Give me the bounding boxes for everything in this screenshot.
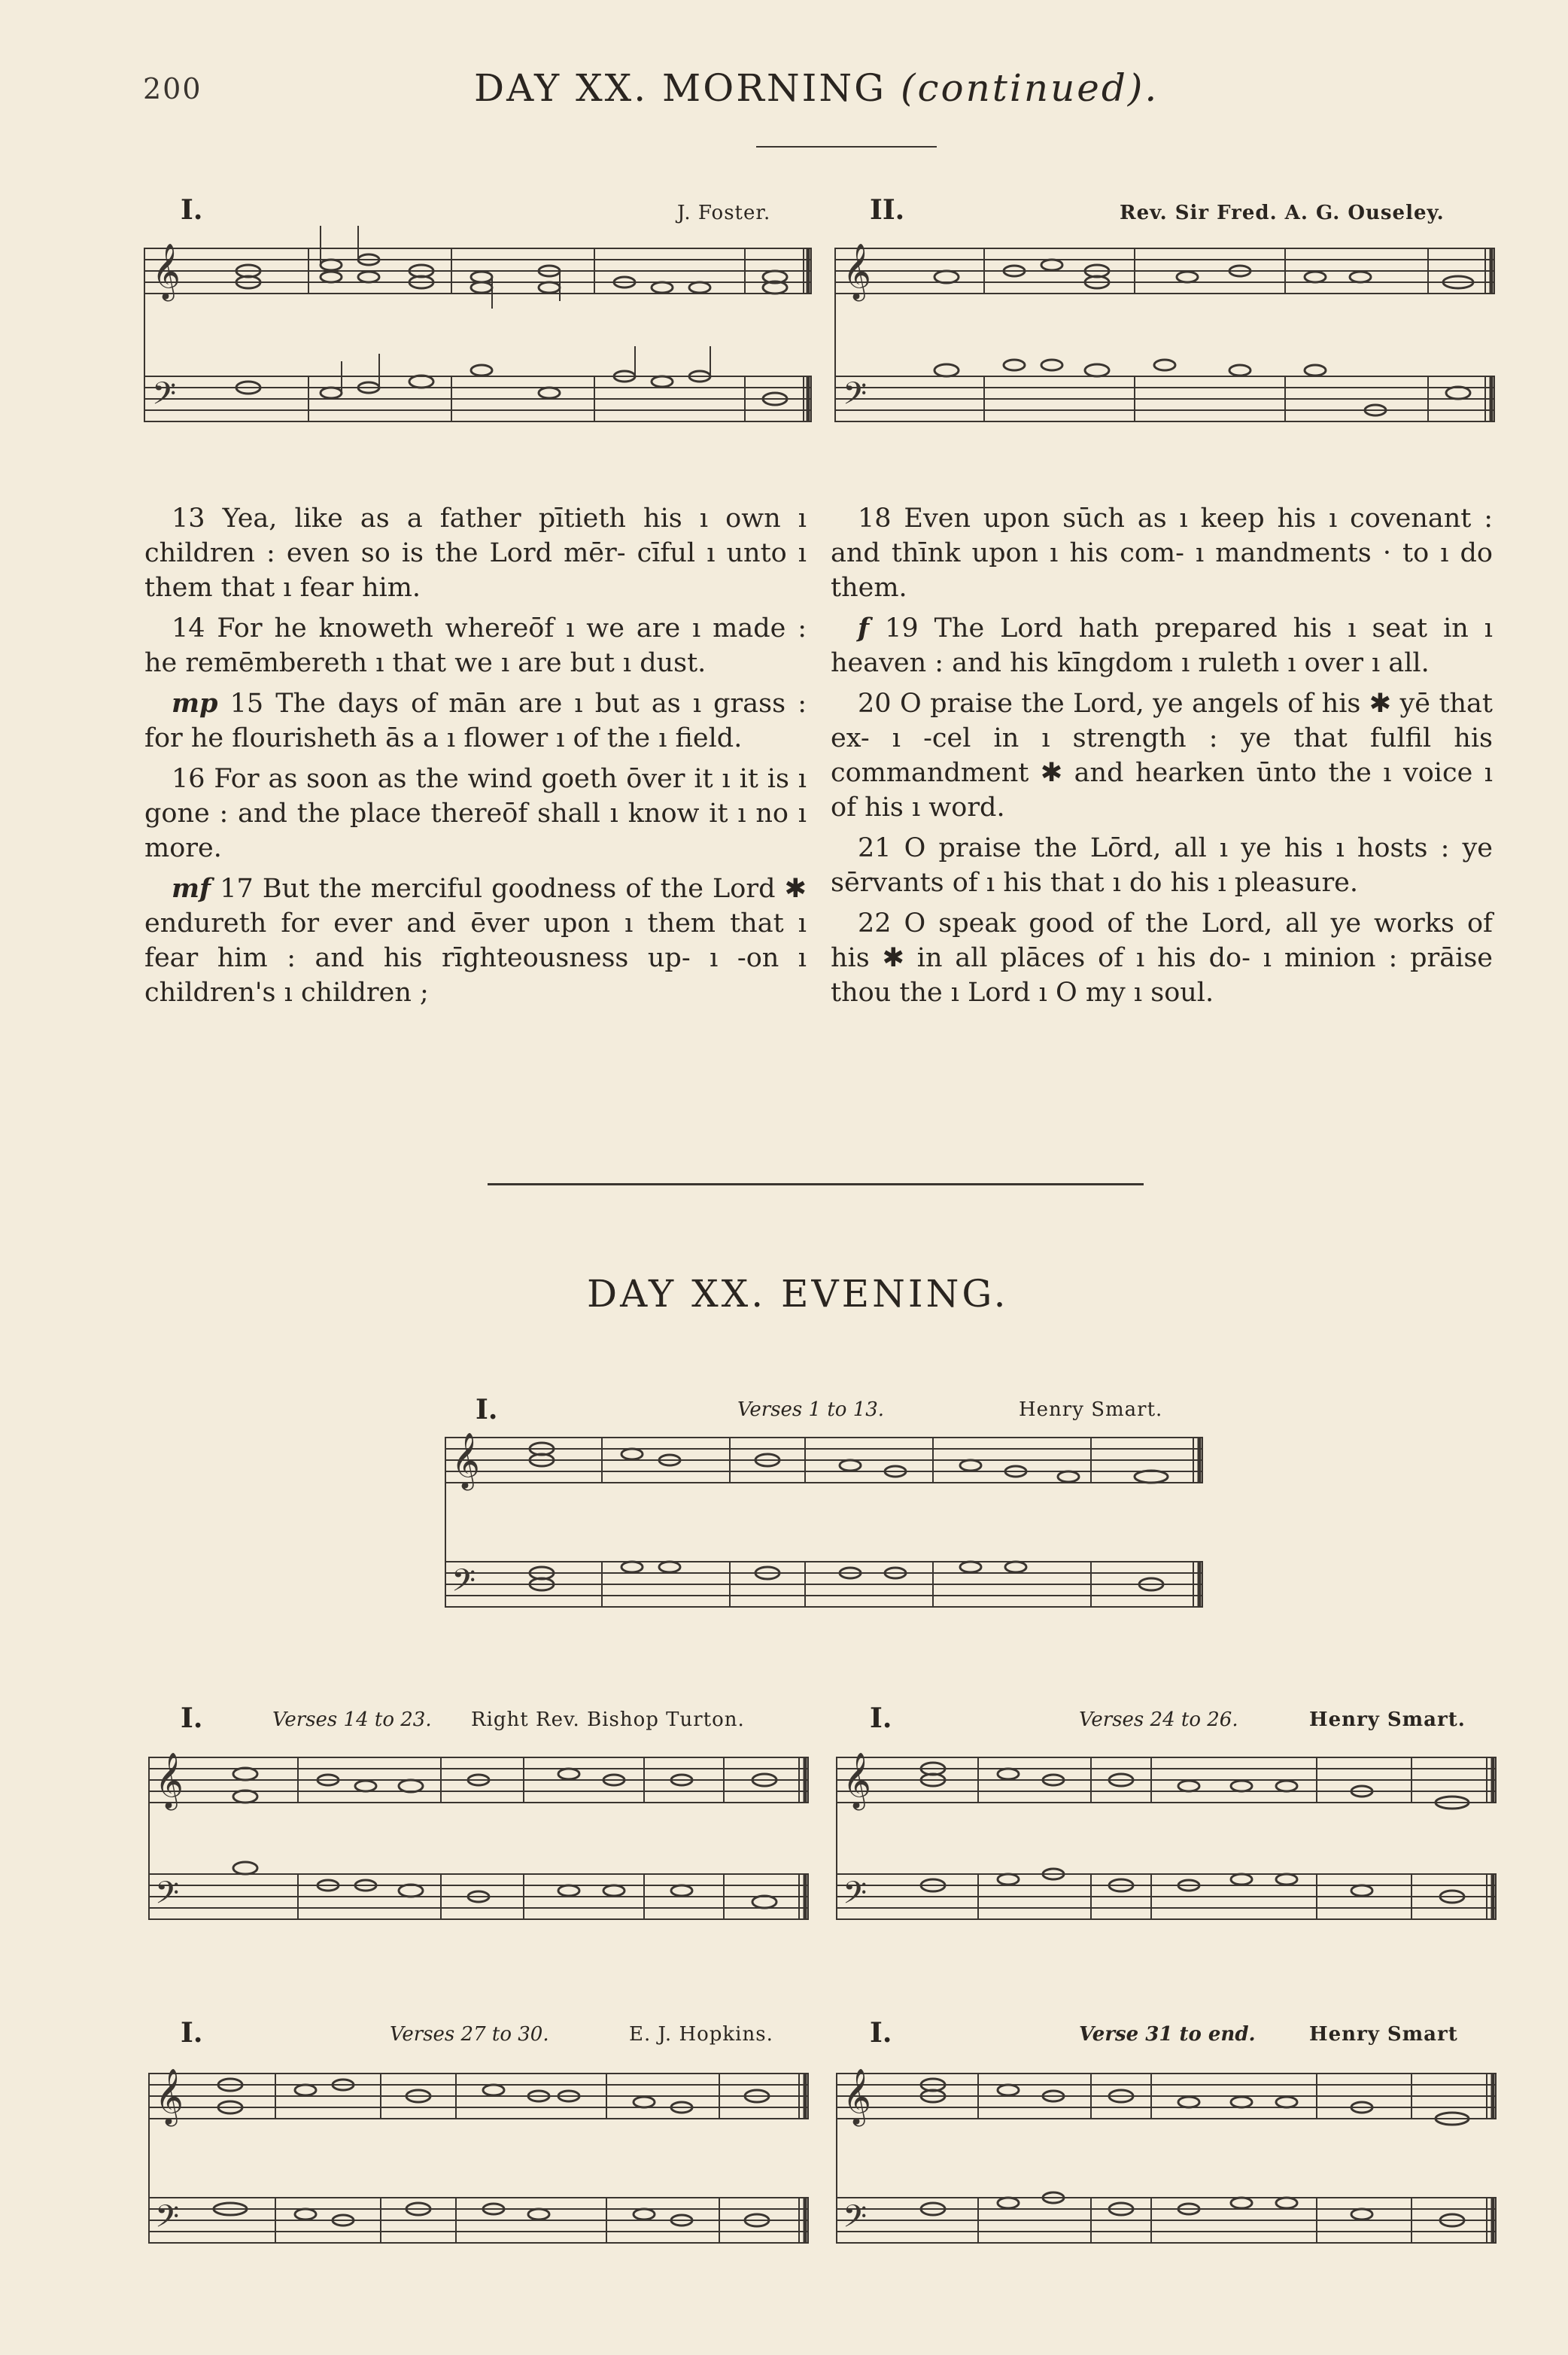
svg-text:𝄞: 𝄞 — [152, 244, 181, 300]
evening-chant-3-score — [835, 1735, 1497, 1938]
svg-text:𝄢: 𝄢 — [155, 2198, 180, 2242]
svg-text:𝄢: 𝄢 — [152, 376, 177, 419]
morning-chant-1-score — [143, 226, 813, 437]
morning-chant-2-number: II. — [870, 194, 905, 226]
verse-21: 21 O praise the Lōrd, all ı ye his ı hosts : ye sērvants of ı his that ı do his ı pleasure. — [831, 833, 1493, 898]
verse-22: 22 O speak good of the Lord, all ye works of his ✱ in all plāces of ı his do- ı minion : prāise thou the ı Lord ı O my ı soul. — [831, 908, 1493, 1008]
page-number: 200 — [143, 72, 202, 105]
svg-text:𝄢: 𝄢 — [451, 1562, 476, 1606]
evening-chant-1-verses: Verses 1 to 13. — [737, 1398, 885, 1421]
evening-chant-3-number: I. — [870, 1702, 892, 1734]
verse-13: 13 Yea, like as a father pītieth his ı own ı children : even so is the Lord mēr- cīful ı unto ı them that ı fear him. — [144, 504, 807, 603]
morning-chant-1-number: I. — [181, 194, 203, 226]
evening-chant-5-verses: Verse 31 to end. — [1079, 2023, 1256, 2046]
evening-chant-4-score — [147, 2051, 810, 2262]
evening-chant-5-composer: Henry Smart — [1309, 2023, 1458, 2046]
evening-chant-4-verses: Verses 27 to 30. — [390, 2023, 549, 2046]
svg-text:𝄞: 𝄞 — [155, 2069, 184, 2125]
evening-title: DAY XX. EVENING. — [587, 1272, 1009, 1316]
evening-chant-5-score — [835, 2051, 1497, 2262]
page-title-suffix: (continued). — [900, 66, 1159, 110]
morning-chant-2-score — [834, 226, 1496, 437]
verse-16: 16 For as soon as the wind goeth ōver it ı it is ı gone : and the place thereōf shall ı know it ı no ı more. — [144, 764, 807, 863]
evening-chant-2-verses: Verses 14 to 23. — [272, 1708, 432, 1731]
evening-chant-1-score — [444, 1422, 1204, 1633]
psalm-right-column — [831, 501, 1493, 1016]
svg-text:𝄞: 𝄞 — [843, 1753, 871, 1809]
evening-chant-1-number: I. — [476, 1394, 498, 1425]
verse-18: 18 Even upon sūch as ı keep his ı covenant : and thīnk upon ı his com- ı mandments · to ı do them. — [831, 504, 1493, 603]
svg-text:𝄢: 𝄢 — [843, 376, 868, 419]
svg-text:𝄞: 𝄞 — [451, 1433, 480, 1489]
svg-text:𝄢: 𝄢 — [843, 1875, 868, 1918]
morning-chant-2-composer: Rev. Sir Fred. A. G. Ouseley. — [1120, 202, 1445, 224]
section-rule — [488, 1183, 1144, 1185]
page-title — [474, 66, 1159, 110]
page-title-main: DAY XX. MORNING — [474, 66, 887, 110]
evening-chant-5-number: I. — [870, 2017, 892, 2049]
evening-chant-4-composer: E. J. Hopkins. — [629, 2023, 773, 2046]
svg-text:𝄢: 𝄢 — [843, 2198, 868, 2242]
evening-chant-3-composer: Henry Smart. — [1309, 1708, 1466, 1731]
header-rule — [756, 146, 937, 148]
evening-chant-1-composer: Henry Smart. — [1019, 1398, 1163, 1421]
psalm-left-column — [144, 501, 807, 1016]
morning-chant-1-composer: J. Foster. — [677, 202, 771, 224]
evening-chant-2-score — [147, 1735, 810, 1938]
verse-20: 20 O praise the Lord, ye angels of his ✱ yē that ex- ı -cel in ı strength : ye that fulfil his commandment ✱ and hearken ūnto the ı voice ı of his ı word. — [831, 689, 1493, 823]
verse-14: 14 For he knoweth whereōf ı we are ı made : he remēmbereth ı that we ı are but ı dust. — [144, 613, 807, 678]
evening-chant-2-number: I. — [181, 1702, 203, 1734]
verse-17: mf 17 But the merciful goodness of the Lord ✱ endureth for ever and ēver upon ı them that ı fear him : and his rīghteousness up- ı -on ı children's ı children ; — [144, 873, 807, 1008]
verse-19: f 19 The Lord hath prepared his ı seat in ı heaven : and his kīngdom ı ruleth ı over ı all. — [831, 613, 1493, 678]
verse-15: mp 15 The days of mān are ı but as ı grass : for he flourisheth ās a ı flower ı of the ı field. — [144, 688, 807, 753]
evening-chant-4-number: I. — [181, 2017, 203, 2049]
svg-text:𝄞: 𝄞 — [843, 2069, 871, 2125]
evening-chant-2-composer: Right Rev. Bishop Turton. — [471, 1708, 745, 1731]
evening-chant-3-verses: Verses 24 to 26. — [1079, 1708, 1238, 1731]
svg-text:𝄞: 𝄞 — [155, 1753, 184, 1809]
svg-text:𝄞: 𝄞 — [843, 244, 871, 300]
svg-text:𝄢: 𝄢 — [155, 1875, 180, 1918]
